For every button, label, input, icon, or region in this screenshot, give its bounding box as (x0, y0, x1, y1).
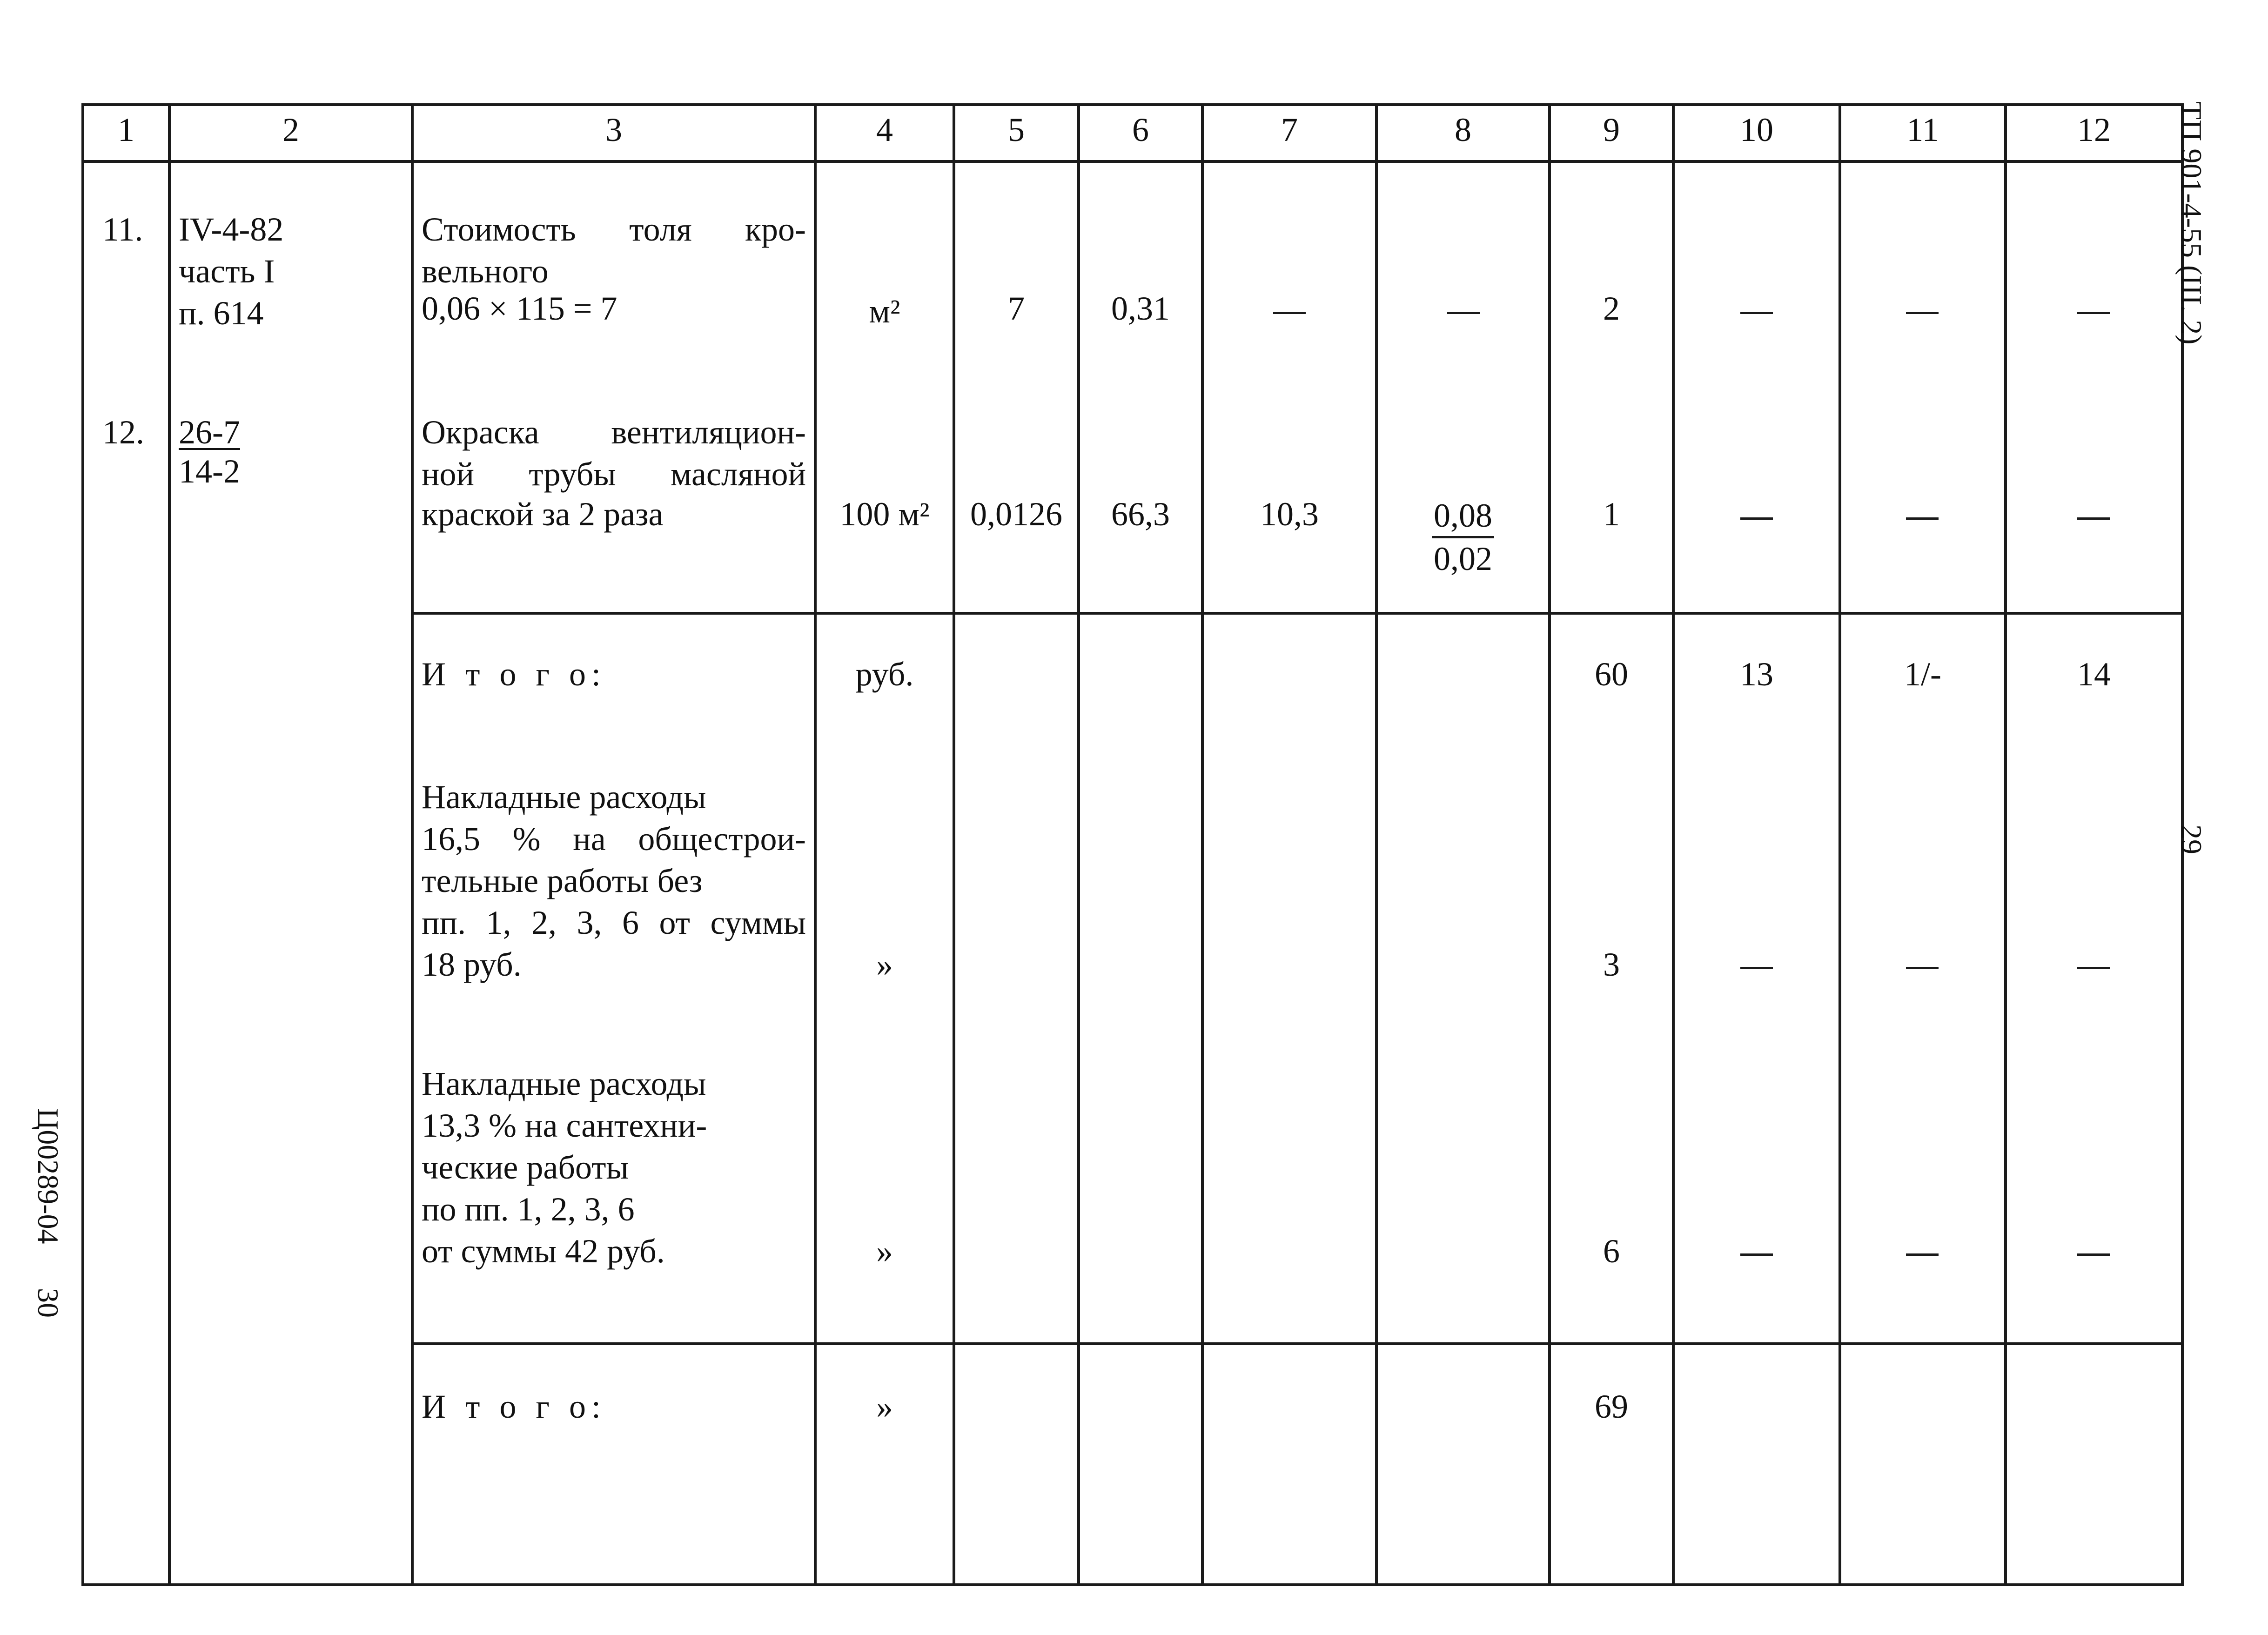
item-name-line: Накладные расходы (422, 1065, 706, 1102)
item-name-line: Стоимость толя кро- (422, 211, 806, 248)
unit-cell: » (876, 1388, 893, 1425)
cost-cell: 69 (1595, 1388, 1628, 1425)
dash-mark (1906, 967, 1939, 969)
item-name-line: вельного (422, 253, 549, 290)
dash-mark (1447, 312, 1480, 314)
reference-denominator: 14-2 (179, 453, 240, 490)
column-header-3: 3 (605, 111, 622, 148)
item-name-line: от суммы 42 руб. (422, 1233, 665, 1270)
unit-cell: м² (869, 293, 900, 330)
cost-cell: 1/- (1904, 656, 1941, 693)
reference-line: часть I (179, 253, 275, 290)
column-header-9: 9 (1603, 111, 1620, 148)
column-header-4: 4 (876, 111, 893, 148)
dash-mark (2077, 1253, 2110, 1256)
item-name-line: 13,3 % на сантехни- (422, 1107, 707, 1144)
quantity-cell: 7 (1008, 290, 1025, 327)
item-name-line: по пп. 1, 2, 3, 6 (422, 1191, 635, 1228)
right-doc-code: ТП 901-4-55 (III. 2) (2175, 101, 2208, 345)
item-name-line: 18 руб. (422, 946, 522, 983)
reference-line: п. 614 (179, 295, 264, 332)
column-header-12: 12 (2077, 111, 2111, 148)
column-header-2: 2 (282, 111, 299, 148)
cost-cell: 60 (1595, 656, 1628, 693)
right-page-number: 29 (2175, 824, 2208, 854)
cost-cell: 6 (1603, 1233, 1620, 1270)
item-name-line: Накладные расходы (422, 778, 706, 816)
cost-cell: 2 (1603, 290, 1620, 327)
item-name-line: ческие работы (422, 1149, 629, 1186)
total-label: И т о г о: (422, 1388, 606, 1425)
dash-mark (1906, 517, 1939, 520)
cost-cell: 13 (1740, 656, 1773, 693)
dash-mark (1273, 312, 1306, 314)
left-page-number: 30 (32, 1288, 65, 1318)
dash-mark (1740, 1253, 1773, 1256)
dash-mark (1906, 1253, 1939, 1256)
price-cell: 0,31 (1111, 290, 1170, 327)
item-name-line: Окраска вентиляцион- (422, 414, 806, 451)
item-name-line: 16,5 % на общестрои- (422, 820, 806, 858)
dash-mark (2077, 967, 2110, 969)
unit-cell: 100 м² (839, 496, 930, 533)
price-cell: 66,3 (1111, 496, 1170, 533)
fraction-cell (1376, 495, 1550, 579)
item-name-line: ной трубы масляной (422, 456, 806, 493)
unit-cell: » (876, 1233, 893, 1270)
quantity-cell: 0,0126 (970, 496, 1062, 533)
cost-cell: 14 (2077, 656, 2111, 693)
column-header-7: 7 (1281, 111, 1298, 148)
item-name-line: тельные работы без (422, 862, 703, 899)
row-number: 12. (102, 414, 144, 451)
cost-cell: 1 (1603, 496, 1620, 533)
dash-mark (1740, 967, 1773, 969)
dash-mark (1740, 517, 1773, 520)
item-name-line: краской за 2 раза (422, 496, 664, 533)
column-header-10: 10 (1740, 111, 1773, 148)
left-doc-code: Ц00289-04 (32, 1108, 65, 1244)
column-header-1: 1 (118, 111, 134, 148)
unit-cell: руб. (855, 656, 914, 693)
total-label: И т о г о: (422, 656, 606, 693)
column-header-11: 11 (1906, 111, 1939, 148)
reference-numerator: 26-7 (179, 414, 240, 451)
fraction-numerator: 0,08 (1432, 495, 1494, 538)
column-header-5: 5 (1008, 111, 1025, 148)
dash-mark (2077, 517, 2110, 520)
item-name-line: пп. 1, 2, 3, 6 от суммы (422, 904, 806, 941)
item-name-line: 0,06 × 115 = 7 (422, 290, 617, 327)
reference-line: IV-4-82 (179, 211, 284, 248)
wage-cell: 10,3 (1260, 496, 1319, 533)
unit-cell: » (876, 946, 893, 983)
dash-mark (1740, 312, 1773, 314)
cost-cell: 3 (1603, 946, 1620, 983)
dash-mark (1906, 312, 1939, 314)
column-header-6: 6 (1132, 111, 1149, 148)
row-number: 11. (102, 211, 143, 248)
fraction-denominator: 0,02 (1434, 540, 1492, 577)
column-header-8: 8 (1455, 111, 1471, 148)
dash-mark (2077, 312, 2110, 314)
